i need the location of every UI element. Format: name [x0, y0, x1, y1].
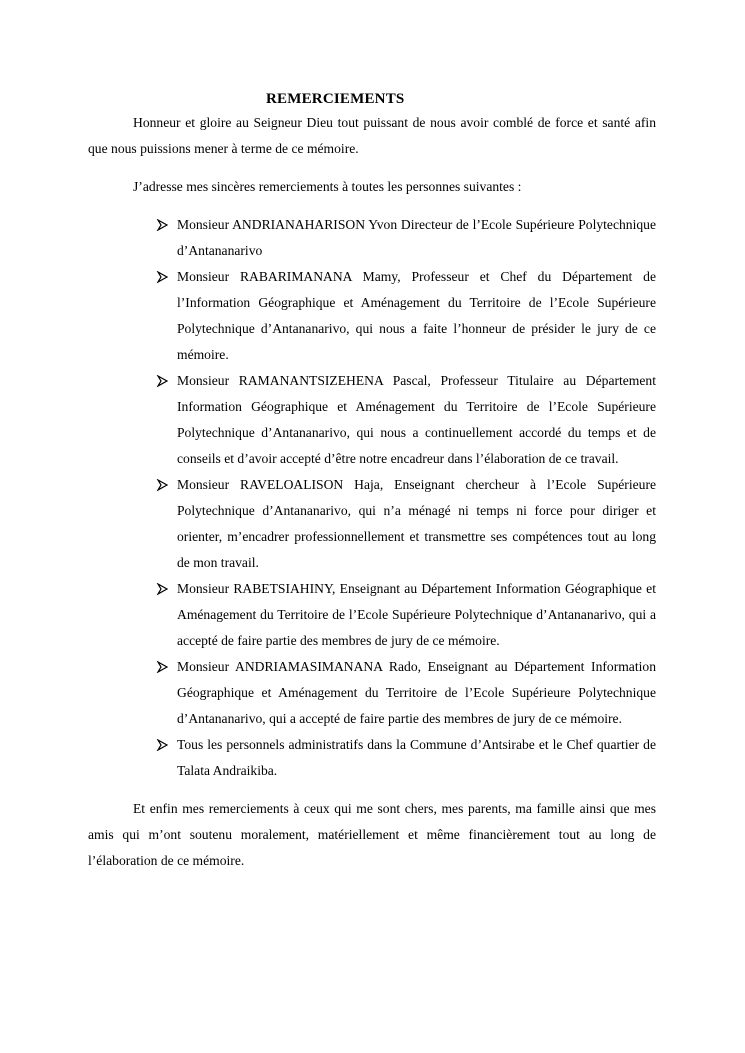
page-title: REMERCIEMENTS	[266, 91, 405, 107]
arrow-right-bullet-icon	[156, 219, 168, 231]
intro-paragraph: Honneur et gloire au Seigneur Dieu tout puissant de nous avoir comblé de force et santé afin que nous puissions mener à terme de ce mémoire.	[88, 115, 656, 156]
list-item	[177, 472, 656, 576]
list-item	[177, 264, 656, 368]
list-item	[177, 732, 656, 784]
list-item-text: Monsieur ANDRIANAHARISON Yvon Directeur de l’Ecole Supérieure Polytechnique d’Antananarivo	[177, 217, 656, 258]
lead-paragraph: J’adresse mes sincères remerciements à toutes les personnes suivantes :	[133, 179, 522, 194]
arrow-right-bullet-icon	[156, 583, 168, 595]
arrow-right-bullet-icon	[156, 375, 168, 387]
list-item-text: Tous les personnels administratifs dans la Commune d’Antsirabe et le Chef quartier de Talata Andraikiba.	[177, 737, 656, 778]
list-item	[177, 576, 656, 654]
arrow-right-bullet-icon	[156, 271, 168, 283]
acknowledgement-list	[88, 212, 656, 784]
list-item-text: Monsieur RABETSIAHINY, Enseignant au Département Information Géographique et Aménagement du Territoire de l’Ecole Supérieure Polytechnique d’Antananarivo, qui a accepté de faire partie des membres de jury de ce mémoire.	[177, 581, 656, 648]
document-page	[88, 88, 656, 874]
closing-paragraph: Et enfin mes remerciements à ceux qui me sont chers, mes parents, ma famille ainsi que mes amis qui m’ont soutenu moralement, matériellement et même financièrement tout au long de l’élaboration de ce mémoire.	[88, 801, 656, 868]
list-item	[177, 368, 656, 472]
list-item-text: Monsieur RABARIMANANA Mamy, Professeur et Chef du Département de l’Information Géographique et Aménagement du Territoire de l’Ecole Supérieure Polytechnique d’Antananarivo, qui nous a faite l’honneur de présider le jury de ce mémoire.	[177, 269, 656, 362]
list-item-text: Monsieur ANDRIAMASIMANANA Rado, Enseignant au Département Information Géographique et Aménagement du Territoire de l’Ecole Supérieure Polytechnique d’Antananarivo, qui a accepté de faire partie des membres de jury de ce mémoire.	[177, 659, 656, 726]
list-item	[177, 654, 656, 732]
arrow-right-bullet-icon	[156, 479, 168, 491]
arrow-right-bullet-icon	[156, 661, 168, 673]
arrow-right-bullet-icon	[156, 739, 168, 751]
list-item-text: Monsieur RAMANANTSIZEHENA Pascal, Professeur Titulaire au Département Information Géographique et Aménagement du Territoire de l’Ecole Supérieure Polytechnique d’Antananarivo, qui nous a continuellement accordé du temps et de conseils et d’avoir accepté d’être notre encadreur dans l’élaboration de ce travail.	[177, 373, 656, 466]
list-item	[177, 212, 656, 264]
list-item-text: Monsieur RAVELOALISON Haja, Enseignant chercheur à l’Ecole Supérieure Polytechnique d’Antananarivo, qui n’a ménagé ni temps ni force pour diriger et orienter, m’encadrer professionnellement et transmettre ses compétences tout au long de mon travail.	[177, 477, 656, 570]
